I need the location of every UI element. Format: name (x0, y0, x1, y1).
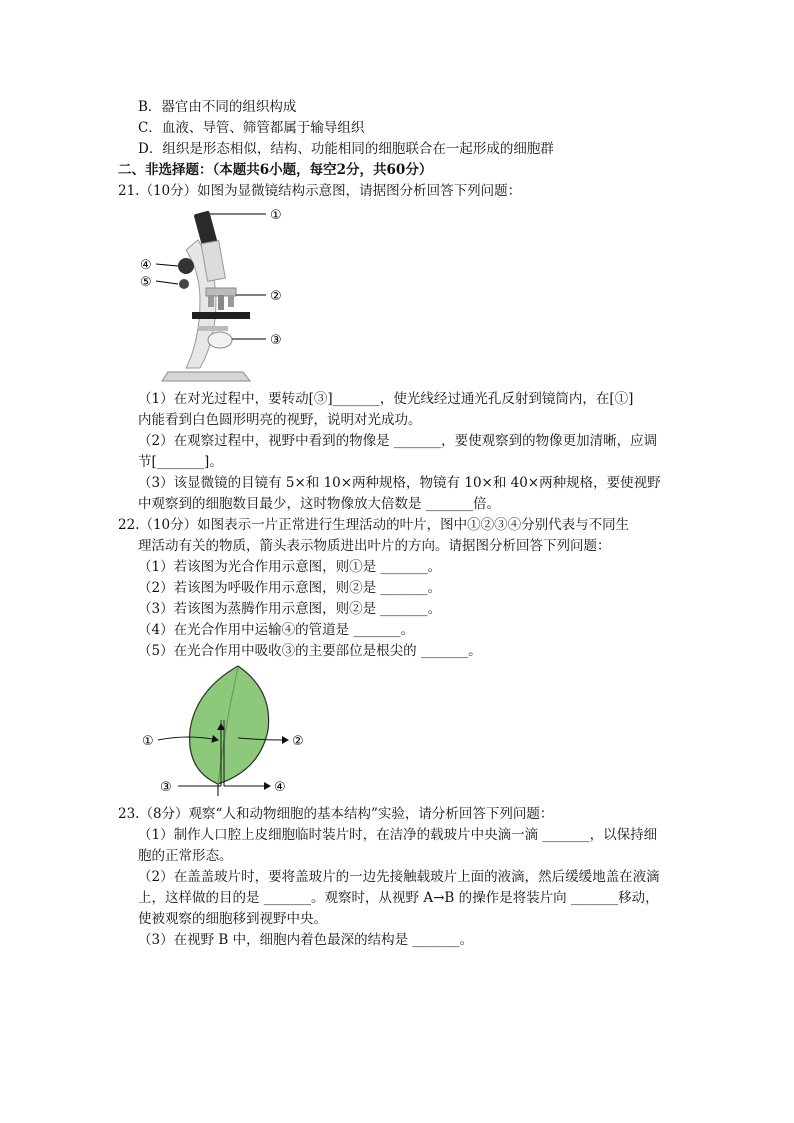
q21-stem: 21.（10分）如图为显微镜结构示意图，请据图分析回答下列问题： (118, 183, 522, 199)
microscope-label-3: ③ (270, 333, 282, 348)
q22-part3: （3）若该图为蒸腾作用示意图，则②是 _______。 (138, 601, 442, 617)
q23-stem: 23.（8分）观察“人和动物细胞的基本结构”实验，请分析回答下列问题： (118, 806, 554, 822)
leaf-label-3: ③ (160, 780, 172, 795)
microscope-label-2: ② (270, 289, 282, 304)
q21-part1-line1: （1）在对光过程中，要转动[③]_______，使光线经过通光孔反射到镜筒内，在[①] (138, 391, 634, 407)
q22-part1: （1）若该图为光合作用示意图，则①是 _______。 (138, 559, 442, 575)
microscope-label-4: ④ (140, 258, 152, 273)
q21-part1-line2: 内能看到白色圆形明亮的视野，说明对光成功。 (138, 412, 422, 428)
microscope-label-5: ⑤ (140, 275, 152, 290)
option-c: C．血液、导管、筛管都属于输导组织 (138, 120, 365, 136)
option-d: D．组织是形态相似，结构、功能相同的细胞联合在一起形成的细胞群 (138, 141, 554, 157)
q23-part1-line2: 胞的正常形态。 (138, 848, 233, 864)
q22-part5: （5）在光合作用中吸收③的主要部位是根尖的 _______。 (138, 643, 482, 659)
leaf-label-1: ① (142, 734, 154, 749)
leaf-label-4: ④ (274, 780, 286, 795)
q22-stem-line2: 理活动有关的物质，箭头表示物质进出叶片的方向。请据图分析回答下列问题： (138, 538, 611, 554)
q22-part4: （4）在光合作用中运输④的管道是 _______。 (138, 622, 415, 638)
q21-part3-line2: 中观察到的细胞数目最少，这时物像放大倍数是 _______倍。 (138, 496, 501, 512)
leaf-figure (138, 660, 328, 800)
option-b: B．器官由不同的组织构成 (138, 99, 297, 115)
section-title: 二、非选择题：（本题共6小题，每空2分，共60分） (118, 162, 433, 178)
q23-part1-line1: （1）制作人口腔上皮细胞临时装片时，在洁净的载玻片中央滴一滴 _______，以保持细 (138, 827, 658, 843)
q23-part2-line2: 上，这样做的目的是 _______。观察时，从视野 A→B 的操作是将装片向 _______移动， (138, 890, 659, 906)
microscope-label-1: ① (270, 208, 282, 223)
leaf-label-2: ② (292, 734, 304, 749)
microscope-figure (138, 200, 298, 385)
q23-part2-line3: 使被观察的细胞移到视野中央。 (138, 911, 327, 927)
q21-part3-line1: （3）该显微镜的目镜有 5×和 10×两种规格，物镜有 10×和 40×两种规格，要使视野 (138, 475, 661, 491)
q23-part2-line1: （2）在盖盖玻片时，要将盖玻片的一边先接触载玻片上面的液滴，然后缓缓地盖在液滴 (138, 869, 660, 885)
q23-part3: （3）在视野 B 中，细胞内着色最深的结构是 _______。 (138, 932, 474, 948)
q21-part2-line2: 节[_______]。 (138, 454, 223, 470)
q21-part2-line1: （2）在观察过程中，视野中看到的物像是 _______，要使观察到的物像更加清晰，应调 (138, 433, 658, 449)
q22-stem-line1: 22.（10分）如图表示一片正常进行生理活动的叶片，图中①②③④分别代表与不同生 (118, 517, 630, 533)
q22-part2: （2）若该图为呼吸作用示意图，则②是 _______。 (138, 580, 442, 596)
